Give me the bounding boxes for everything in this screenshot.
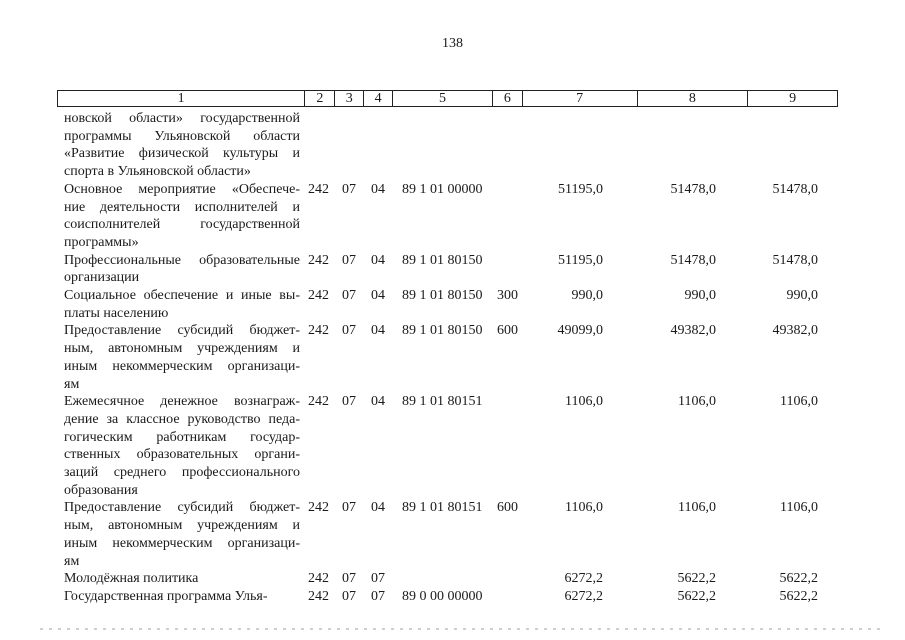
- cell-c2: 242: [308, 181, 329, 197]
- table-row: [64, 588, 854, 606]
- header-col-4: 4: [364, 91, 393, 106]
- cell-c3: 07: [342, 288, 356, 304]
- cell-c6: 300: [497, 288, 518, 304]
- cell-c6: 600: [497, 323, 518, 339]
- cell-c5: 89 1 01 80150: [402, 323, 483, 339]
- cell-c8: 49382,0: [670, 323, 716, 339]
- cell-c4: 04: [371, 288, 385, 304]
- row-name-line: ным, автономным учреждениям и: [64, 341, 300, 357]
- cell-c8: 990,0: [684, 288, 716, 304]
- cell-c8: 1106,0: [678, 500, 716, 516]
- cell-c7: 51195,0: [558, 252, 603, 268]
- cell-c8: 5622,2: [677, 571, 716, 587]
- cell-c2: 242: [308, 571, 329, 587]
- cell-c4: 04: [371, 323, 385, 339]
- row-name: [64, 287, 300, 322]
- row-name-line: Государственная программа Улья-: [64, 588, 268, 604]
- row-name: [64, 322, 300, 393]
- cell-c8: 1106,0: [678, 394, 716, 410]
- row-name-line: Основное мероприятие «Обеспече-: [64, 181, 300, 197]
- cell-c9: 1106,0: [780, 394, 818, 410]
- row-name-line: соисполнителей государственной: [64, 217, 300, 233]
- header-col-3: 3: [335, 91, 364, 106]
- cell-c2: 242: [308, 500, 329, 516]
- scan-noise-strip: [40, 628, 880, 630]
- row-name-line: программы»: [64, 234, 139, 250]
- table-row: [64, 322, 854, 393]
- row-name-line: программы Ульяновской области: [64, 128, 300, 144]
- row-name-line: иным некоммерческим организаци-: [64, 358, 300, 374]
- row-name-line: заций среднего профессионального: [64, 465, 300, 481]
- cell-c4: 07: [371, 571, 385, 587]
- row-name-line: Ежемесячное денежное вознаграж-: [64, 394, 300, 410]
- row-name-line: новской области» государственной: [64, 111, 300, 126]
- table-row: [64, 499, 854, 570]
- cell-c2: 242: [308, 252, 329, 268]
- cell-c7: 49099,0: [557, 323, 603, 339]
- table-body: [64, 110, 854, 606]
- row-name-line: ние деятельности исполнителей и: [64, 199, 300, 215]
- cell-c3: 07: [342, 181, 356, 197]
- row-name-line: образования: [64, 482, 138, 498]
- table-header: [57, 90, 838, 107]
- cell-c9: 49382,0: [772, 323, 818, 339]
- row-name-line: Предоставление субсидий бюджет-: [64, 500, 300, 516]
- cell-c2: 242: [308, 323, 329, 339]
- cell-c7: 990,0: [571, 288, 603, 304]
- cell-c5: 89 1 01 80150: [402, 288, 483, 304]
- cell-c3: 07: [342, 588, 356, 604]
- row-name: [64, 499, 300, 570]
- row-name-line: ным, автономным учреждениям и: [64, 518, 300, 534]
- cell-c4: 07: [371, 588, 385, 604]
- row-name-line: Предоставление субсидий бюджет-: [64, 323, 300, 339]
- header-col-9: 9: [789, 91, 797, 106]
- cell-c3: 07: [342, 394, 356, 410]
- cell-c5: 89 1 01 80151: [402, 500, 483, 516]
- cell-c7: 6272,2: [564, 571, 603, 587]
- table-row: [64, 570, 854, 588]
- row-name-line: спорта в Ульяновской области»: [64, 164, 251, 180]
- header-col-6: 6: [493, 91, 523, 106]
- cell-c4: 04: [371, 181, 385, 197]
- row-name-line: гогическим работникам государ-: [64, 429, 300, 445]
- row-name-line: иным некоммерческим организаци-: [64, 535, 300, 551]
- row-name-line: дение за классное руководство педа-: [64, 411, 300, 427]
- row-name: [64, 570, 300, 588]
- header-col-8: 8: [638, 91, 749, 106]
- row-name: [64, 110, 300, 181]
- cell-c4: 04: [371, 394, 385, 410]
- row-name-line: организации: [64, 270, 140, 286]
- cell-c9: 5622,2: [779, 588, 818, 604]
- table-row: [64, 181, 854, 252]
- cell-c4: 04: [371, 252, 385, 268]
- cell-c7: 6272,2: [564, 588, 603, 604]
- row-name-line: Молодёжная политика: [64, 571, 199, 587]
- row-name-line: платы населению: [64, 305, 169, 321]
- row-name-line: ственных образовательных органи-: [64, 447, 300, 463]
- cell-c8: 5622,2: [677, 588, 716, 604]
- row-name-line: ям: [64, 553, 80, 569]
- header-col-2: 2: [305, 91, 335, 106]
- cell-c7: 51195,0: [558, 181, 603, 197]
- cell-c9: 51478,0: [772, 181, 818, 197]
- cell-c9: 990,0: [786, 288, 818, 304]
- cell-c3: 07: [342, 571, 356, 587]
- cell-c9: 51478,0: [772, 252, 818, 268]
- row-name: [64, 252, 300, 287]
- cell-c8: 51478,0: [670, 181, 716, 197]
- cell-c7: 1106,0: [565, 500, 603, 516]
- table-row: [64, 287, 854, 322]
- row-name-line: Профессиональные образовательные: [64, 252, 300, 268]
- header-col-5: 5: [393, 91, 493, 106]
- cell-c2: 242: [308, 588, 329, 604]
- row-name-line: ям: [64, 376, 80, 392]
- header-col-1: 1: [58, 91, 305, 106]
- page-number: 138: [442, 36, 463, 51]
- row-name: [64, 393, 300, 499]
- cell-c3: 07: [342, 252, 356, 268]
- cell-c6: 600: [497, 500, 518, 516]
- row-name: [64, 181, 300, 252]
- table-row: [64, 393, 854, 499]
- cell-c8: 51478,0: [670, 252, 716, 268]
- table-row: [64, 252, 854, 287]
- header-col-7: 7: [523, 91, 638, 106]
- cell-c5: 89 0 00 00000: [402, 588, 483, 604]
- row-name: [64, 588, 300, 606]
- cell-c3: 07: [342, 500, 356, 516]
- cell-c4: 04: [371, 500, 385, 516]
- cell-c2: 242: [308, 288, 329, 304]
- row-name-line: «Развитие физической культуры и: [64, 146, 300, 162]
- table-row: [64, 110, 854, 181]
- row-name-line: Социальное обеспечение и иные вы-: [64, 288, 300, 304]
- cell-c9: 5622,2: [779, 571, 818, 587]
- cell-c9: 1106,0: [780, 500, 818, 516]
- cell-c7: 1106,0: [565, 394, 603, 410]
- cell-c3: 07: [342, 323, 356, 339]
- cell-c5: 89 1 01 80151: [402, 394, 483, 410]
- cell-c2: 242: [308, 394, 329, 410]
- cell-c5: 89 1 01 80150: [402, 252, 483, 268]
- cell-c5: 89 1 01 00000: [402, 181, 483, 197]
